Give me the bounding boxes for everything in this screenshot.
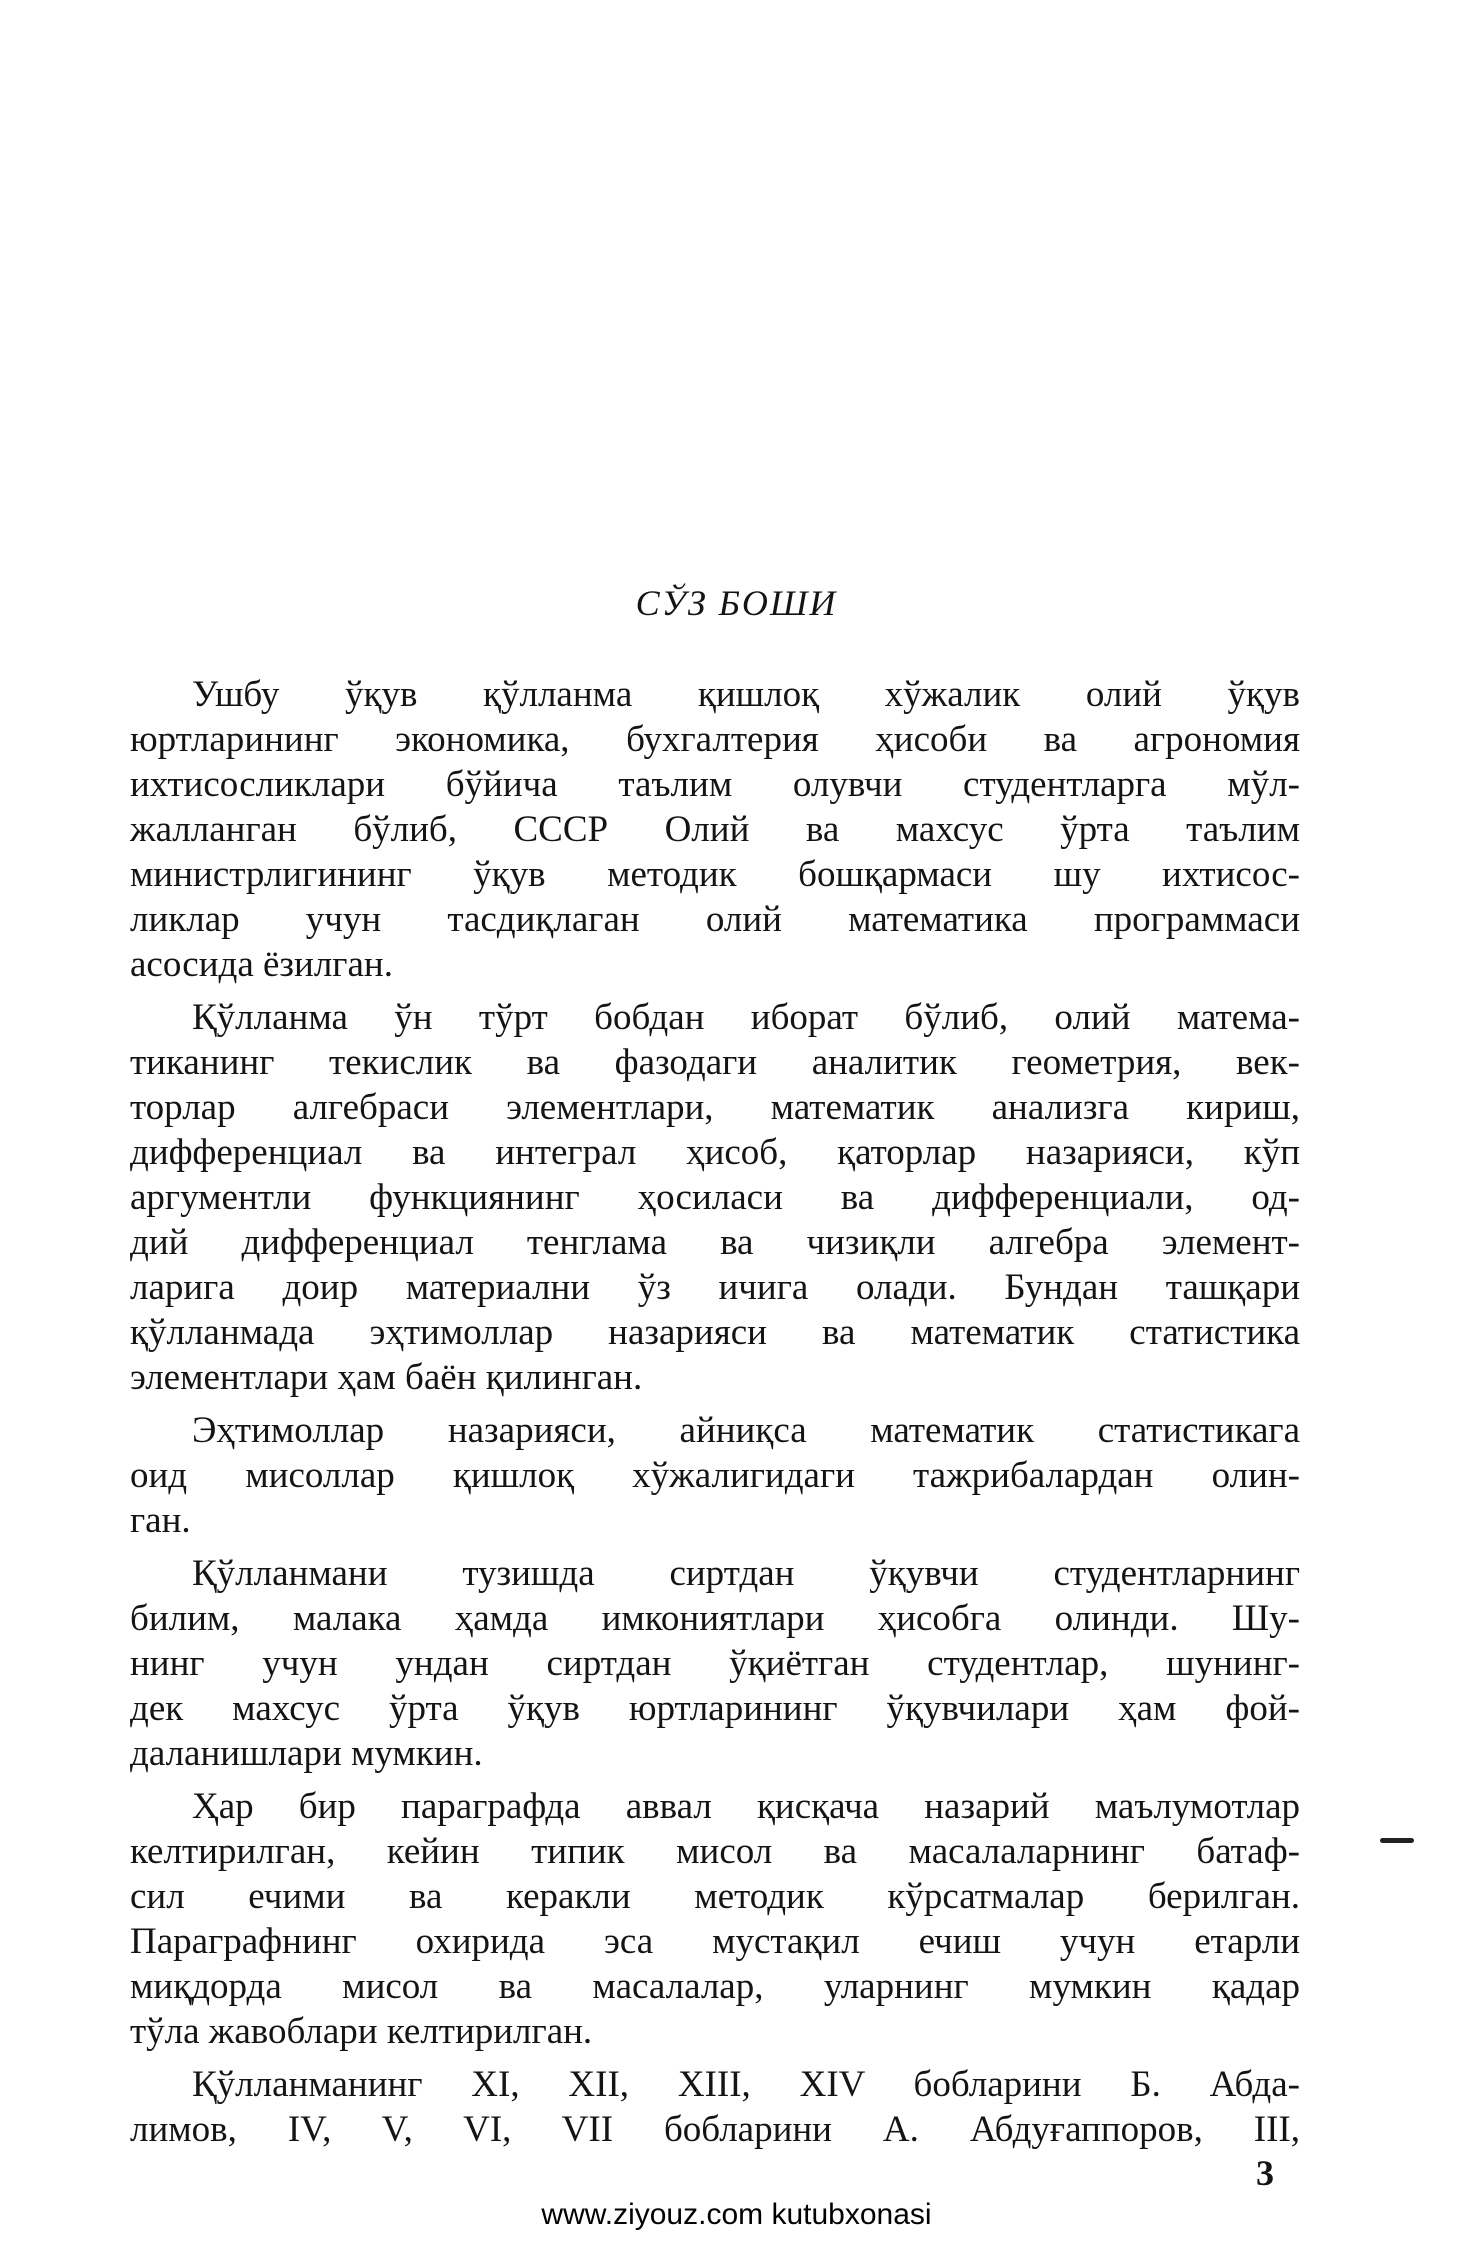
paragraph-gap (130, 2054, 1300, 2062)
paragraph-line: юртларининг экономика, бухгалтерия ҳисоби ва агрономия (130, 719, 1300, 760)
paragraph-line: ларига доир материални ўз ичига олади. Бундан ташқари (130, 1267, 1300, 1308)
scan-speck (1380, 1838, 1414, 1843)
paragraph-line: тўла жавоблари келтирилган. (130, 2011, 593, 2052)
paragraph-line: билим, малака ҳамда имкониятлари ҳисобга олинди. Шу- (130, 1598, 1300, 1639)
page-title: СЎЗ БОШИ (635, 583, 838, 623)
paragraph-line: Ушбу ўқув қўлланма қишлоқ хўжалик олий ўқув (192, 674, 1300, 715)
paragraph-line: жалланган бўлиб, СССР Олий ва махсус ўрта таълим (130, 809, 1300, 850)
paragraph (130, 1784, 1300, 2054)
paragraph (130, 1551, 1300, 1776)
paragraph-gap (130, 1400, 1300, 1408)
paragraph-line: оид мисоллар қишлоқ хўжалигидаги тажрибалардан олин- (130, 1455, 1300, 1496)
paragraph-line: келтирилган, кейин типик мисол ва масалаларнинг батаф- (130, 1831, 1300, 1872)
paragraph-line: министрлигининг ўқув методик бошқармаси шу ихтисос- (130, 854, 1300, 895)
paragraph-line: Параграфнинг охирида эса мустақил ечиш учун етарли (130, 1921, 1300, 1962)
paragraph-line: ихтисосликлари бўйича таълим олувчи студентларга мўл- (130, 764, 1300, 805)
paragraph-line: сил ечими ва керакли методик кўрсатмалар берилган. (130, 1876, 1300, 1917)
paragraph-line: лимов, IV, V, VI, VII бобларини А. Абдуғаппоров, III, (130, 2109, 1300, 2150)
paragraph-line: Қўлланманинг XI, XII, XIII, XIV бобларини Б. Абда- (192, 2064, 1300, 2105)
paragraph-line: торлар алгебраси элементлари, математик анализга кириш, (130, 1087, 1300, 1128)
paragraph-gap (130, 987, 1300, 995)
paragraph-line: Қўлланмани тузишда сиртдан ўқувчи студентларнинг (192, 1553, 1300, 1594)
paragraph-line: нинг учун ундан сиртдан ўқиётган студентлар, шунинг- (130, 1643, 1300, 1684)
paragraph-line: қўлланмада эҳтимоллар назарияси ва математик статистика (130, 1312, 1300, 1353)
paragraph-line: ган. (130, 1500, 191, 1541)
paragraph-line: Эҳтимоллар назарияси, айниқса математик статистикага (192, 1410, 1300, 1451)
paragraph (130, 672, 1300, 987)
paragraph (130, 995, 1300, 1400)
paragraph-line: даланишлари мумкин. (130, 1733, 483, 1774)
paragraph-line: аргументли функциянинг ҳосиласи ва дифференциали, од- (130, 1177, 1300, 1218)
paragraph-line: Ҳар бир параграфда аввал қисқача назарий маълумотлар (192, 1786, 1300, 1827)
footer-watermark: www.ziyouz.com kutubxonasi (541, 2198, 932, 2231)
body-text (130, 672, 1300, 2152)
paragraph-gap (130, 1776, 1300, 1784)
paragraph-line: миқдорда мисол ва масалалар, уларнинг мумкин қадар (130, 1966, 1300, 2007)
paragraph (130, 1408, 1300, 1543)
paragraph-line: ликлар учун тасдиқлаган олий математика программаси (130, 899, 1300, 940)
paragraph-line: Қўлланма ўн тўрт бобдан иборат бўлиб, олий матема- (192, 997, 1300, 1038)
paragraph-line: дифференциал ва интеграл ҳисоб, қаторлар назарияси, кўп (130, 1132, 1300, 1173)
paragraph-line: асосида ёзилган. (130, 944, 393, 985)
paragraph-gap (130, 1543, 1300, 1551)
paragraph-line: дек махсус ўрта ўқув юртларининг ўқувчилари ҳам фой- (130, 1688, 1300, 1729)
page-number: 3 (1256, 2153, 1274, 2193)
paragraph-line: тиканинг текислик ва фазодаги аналитик геометрия, век- (130, 1042, 1300, 1083)
paragraph (130, 2062, 1300, 2152)
paragraph-line: дий дифференциал тенглама ва чизиқли алгебра элемент- (130, 1222, 1300, 1263)
paragraph-line: элементлари ҳам баён қилинган. (130, 1357, 643, 1398)
